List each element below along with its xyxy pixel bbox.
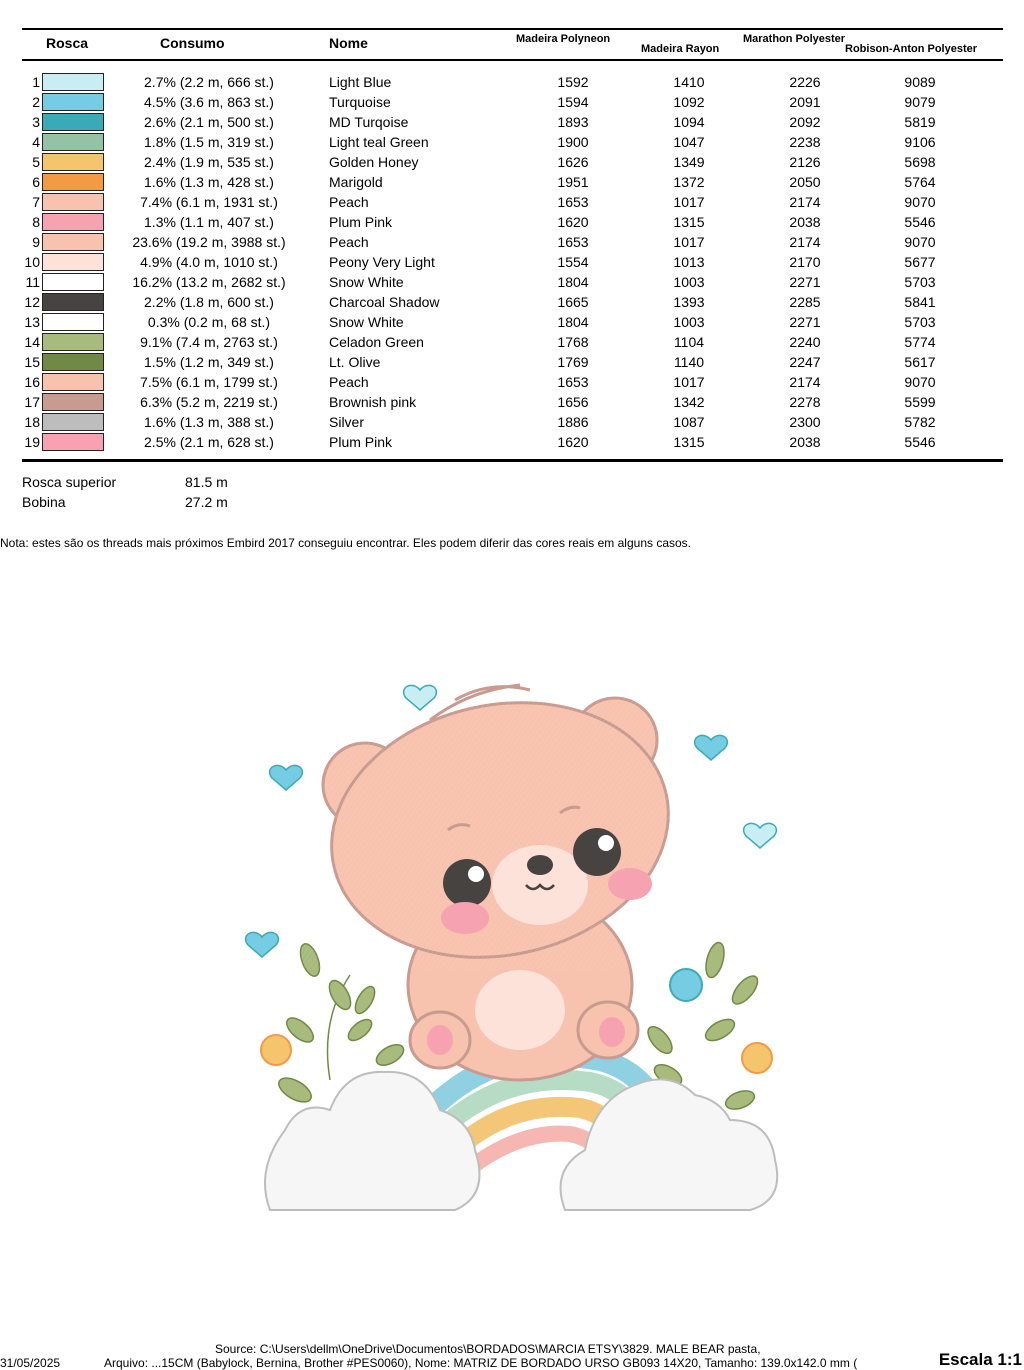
marathon-polyester-code: 2092: [789, 114, 821, 130]
bobina-label: Bobina: [22, 494, 66, 510]
madeira-rayon-code: 1087: [673, 414, 705, 430]
madeira-rayon-code: 1094: [673, 114, 705, 130]
robison-anton-code: 5774: [904, 334, 936, 350]
marathon-polyester-code: 2038: [789, 214, 821, 230]
thread-name: Snow White: [329, 274, 404, 290]
thread-number: 4: [32, 134, 40, 150]
thread-consumption: 1.8% (1.5 m, 319 st.): [144, 134, 274, 150]
madeira-polyneon-code: 1653: [557, 234, 589, 250]
thread-consumption: 16.2% (13.2 m, 2682 st.): [132, 274, 286, 290]
madeira-rayon-code: 1017: [673, 194, 705, 210]
rosca-superior-value: 81.5 m: [185, 474, 228, 490]
marathon-polyester-code: 2050: [789, 174, 821, 190]
thread-number: 10: [24, 254, 40, 270]
marathon-polyester-code: 2285: [789, 294, 821, 310]
thread-name: Turquoise: [329, 94, 391, 110]
thread-name: Silver: [329, 414, 365, 430]
madeira-polyneon-code: 1653: [557, 374, 589, 390]
thread-consumption: 1.6% (1.3 m, 388 st.): [144, 414, 274, 430]
thread-name: Brownish pink: [329, 394, 417, 410]
madeira-polyneon-code: 1626: [557, 154, 589, 170]
thread-number: 18: [24, 414, 40, 430]
thread-name: Plum Pink: [329, 214, 393, 230]
thread-consumption: 23.6% (19.2 m, 3988 st.): [132, 234, 286, 250]
footer-scale: Escala 1:1: [938, 1350, 1022, 1369]
robison-anton-code: 9070: [904, 194, 936, 210]
robison-anton-code: 5764: [904, 174, 936, 190]
thread-name: Peony Very Light: [329, 254, 435, 270]
flower-right: [742, 1043, 772, 1073]
thread-consumption: 1.5% (1.2 m, 349 st.): [144, 354, 274, 370]
thread-name: MD Turqoise: [329, 114, 409, 130]
thread-consumption: 2.2% (1.8 m, 600 st.): [144, 294, 274, 310]
thread-consumption: 4.9% (4.0 m, 1010 st.): [140, 254, 278, 270]
bobina-value: 27.2 m: [185, 494, 228, 510]
marathon-polyester-code: 2126: [789, 154, 821, 170]
madeira-rayon-code: 1003: [673, 314, 705, 330]
madeira-rayon-code: 1349: [673, 154, 705, 170]
header-consumo: Consumo: [160, 35, 225, 51]
marathon-polyester-code: 2238: [789, 134, 821, 150]
header-marathon-polyester: Marathon Polyester: [743, 33, 846, 45]
thread-name: Peach: [329, 234, 369, 250]
bear: [300, 672, 700, 1080]
robison-anton-code: 5677: [904, 254, 936, 270]
robison-anton-code: 5841: [904, 294, 936, 310]
thread-number: 6: [32, 174, 40, 190]
madeira-polyneon-code: 1653: [557, 194, 589, 210]
robison-anton-code: 5703: [904, 274, 936, 290]
robison-anton-code: 5617: [904, 354, 936, 370]
robison-anton-code: 5599: [904, 394, 936, 410]
madeira-polyneon-code: 1665: [557, 294, 589, 310]
marathon-polyester-code: 2174: [789, 234, 821, 250]
thread-consumption: 7.4% (6.1 m, 1931 st.): [140, 194, 278, 210]
madeira-polyneon-code: 1592: [557, 74, 589, 90]
marathon-polyester-code: 2091: [789, 94, 821, 110]
marathon-polyester-code: 2278: [789, 394, 821, 410]
footer-source: Source: C:\Users\dellm\OneDrive\Documentos\BORDADOS\MARCIA ETSY\3829. MALE BEAR pasta,: [215, 1342, 761, 1356]
madeira-polyneon-code: 1656: [557, 394, 589, 410]
madeira-polyneon-code: 1769: [557, 354, 589, 370]
thread-number: 1: [32, 74, 40, 90]
madeira-polyneon-code: 1893: [557, 114, 589, 130]
madeira-polyneon-code: 1804: [557, 274, 589, 290]
thread-number: 11: [25, 274, 40, 290]
madeira-polyneon-code: 1951: [557, 174, 589, 190]
thread-number: 14: [24, 334, 40, 350]
robison-anton-code: 5703: [904, 314, 936, 330]
robison-anton-code: 9079: [904, 94, 936, 110]
marathon-polyester-code: 2240: [789, 334, 821, 350]
madeira-rayon-code: 1092: [673, 94, 705, 110]
thread-name: Charcoal Shadow: [329, 294, 440, 310]
madeira-rayon-code: 1003: [673, 274, 705, 290]
madeira-polyneon-code: 1554: [557, 254, 589, 270]
madeira-polyneon-code: 1620: [557, 214, 589, 230]
madeira-polyneon-code: 1804: [557, 314, 589, 330]
robison-anton-code: 5546: [904, 434, 936, 450]
robison-anton-code: 5698: [904, 154, 936, 170]
flower-blue: [670, 969, 702, 1001]
thread-number: 15: [24, 354, 40, 370]
robison-anton-code: 9089: [904, 74, 936, 90]
marathon-polyester-code: 2226: [789, 74, 821, 90]
thread-consumption: 7.5% (6.1 m, 1799 st.): [140, 374, 278, 390]
thread-number: 3: [32, 114, 40, 130]
header-madeira-polyneon: Madeira Polyneon: [516, 33, 611, 45]
marathon-polyester-code: 2247: [789, 354, 821, 370]
robison-anton-code: 5782: [904, 414, 936, 430]
thread-name: Snow White: [329, 314, 404, 330]
madeira-rayon-code: 1047: [673, 134, 705, 150]
thread-number: 16: [24, 374, 40, 390]
thread-name: Peach: [329, 194, 369, 210]
robison-anton-code: 9070: [904, 234, 936, 250]
marathon-polyester-code: 2271: [789, 274, 821, 290]
madeira-rayon-code: 1017: [673, 374, 705, 390]
madeira-polyneon-code: 1594: [557, 94, 589, 110]
rosca-superior-label: Rosca superior: [22, 474, 117, 490]
madeira-rayon-code: 1315: [673, 214, 705, 230]
thread-consumption: 2.6% (2.1 m, 500 st.): [144, 114, 274, 130]
madeira-polyneon-code: 1900: [557, 134, 589, 150]
marathon-polyester-code: 2271: [789, 314, 821, 330]
thread-consumption: 1.3% (1.1 m, 407 st.): [144, 214, 274, 230]
thread-consumption: 2.7% (2.2 m, 666 st.): [144, 74, 274, 90]
thread-number: 9: [32, 234, 40, 250]
thread-number: 5: [32, 154, 40, 170]
thread-number: 2: [32, 94, 40, 110]
thread-consumption: 1.6% (1.3 m, 428 st.): [144, 174, 274, 190]
header-rosca: Rosca: [46, 35, 89, 51]
thread-number: 7: [32, 194, 40, 210]
footer-date: 31/05/2025: [0, 1356, 61, 1370]
thread-number: 17: [24, 394, 40, 410]
header-robison-anton-polyester: Robison-Anton Polyester: [845, 43, 978, 55]
thread-name: Lt. Olive: [329, 354, 381, 370]
thread-name: Celadon Green: [329, 334, 424, 350]
thread-name: Golden Honey: [329, 154, 419, 170]
madeira-polyneon-code: 1886: [557, 414, 589, 430]
madeira-rayon-code: 1372: [673, 174, 705, 190]
madeira-rayon-code: 1410: [673, 74, 705, 90]
flower-left: [261, 1035, 291, 1065]
robison-anton-code: 5546: [904, 214, 936, 230]
thread-consumption: 0.3% (0.2 m, 68 st.): [147, 314, 271, 330]
robison-anton-code: 5819: [904, 114, 936, 130]
madeira-rayon-code: 1013: [673, 254, 705, 270]
header-madeira-rayon: Madeira Rayon: [641, 43, 720, 55]
madeira-rayon-code: 1140: [673, 354, 705, 370]
marathon-polyester-code: 2300: [789, 414, 821, 430]
thread-name: Marigold: [329, 174, 383, 190]
footer-arquivo: Arquivo: ...15CM (Babylock, Bernina, Brother #PES0060), Nome: MATRIZ DE BORDADO URSO GB093 14X20, Tamanho: 139.0x142.0 mm (: [104, 1356, 858, 1370]
thread-consumption: 6.3% (5.2 m, 2219 st.): [140, 394, 278, 410]
madeira-rayon-code: 1104: [673, 334, 705, 350]
thread-name: Plum Pink: [329, 434, 393, 450]
madeira-polyneon-code: 1768: [557, 334, 589, 350]
thread-name: Peach: [329, 374, 369, 390]
madeira-polyneon-code: 1620: [557, 434, 589, 450]
robison-anton-code: 9070: [904, 374, 936, 390]
madeira-rayon-code: 1017: [673, 234, 705, 250]
thread-consumption: 2.4% (1.9 m, 535 st.): [144, 154, 274, 170]
marathon-polyester-code: 2170: [789, 254, 821, 270]
thread-number: 8: [32, 214, 40, 230]
madeira-rayon-code: 1393: [673, 294, 705, 310]
thread-consumption: 9.1% (7.4 m, 2763 st.): [140, 334, 278, 350]
thread-name: Light Blue: [329, 74, 392, 90]
note-text: Nota: estes são os threads mais próximos Embird 2017 conseguiu encontrar. Eles podem diferir das cores reais em alguns casos.: [0, 536, 692, 550]
thread-consumption: 2.5% (2.1 m, 628 st.): [144, 434, 274, 450]
header-nome: Nome: [329, 35, 368, 51]
madeira-rayon-code: 1342: [673, 394, 705, 410]
madeira-rayon-code: 1315: [673, 434, 705, 450]
marathon-polyester-code: 2038: [789, 434, 821, 450]
thread-number: 13: [24, 314, 40, 330]
thread-name: Light teal Green: [329, 134, 429, 150]
thread-number: 19: [24, 434, 40, 450]
thread-consumption: 4.5% (3.6 m, 863 st.): [144, 94, 274, 110]
thread-number: 12: [24, 294, 40, 310]
robison-anton-code: 9106: [904, 134, 936, 150]
marathon-polyester-code: 2174: [789, 374, 821, 390]
marathon-polyester-code: 2174: [789, 194, 821, 210]
